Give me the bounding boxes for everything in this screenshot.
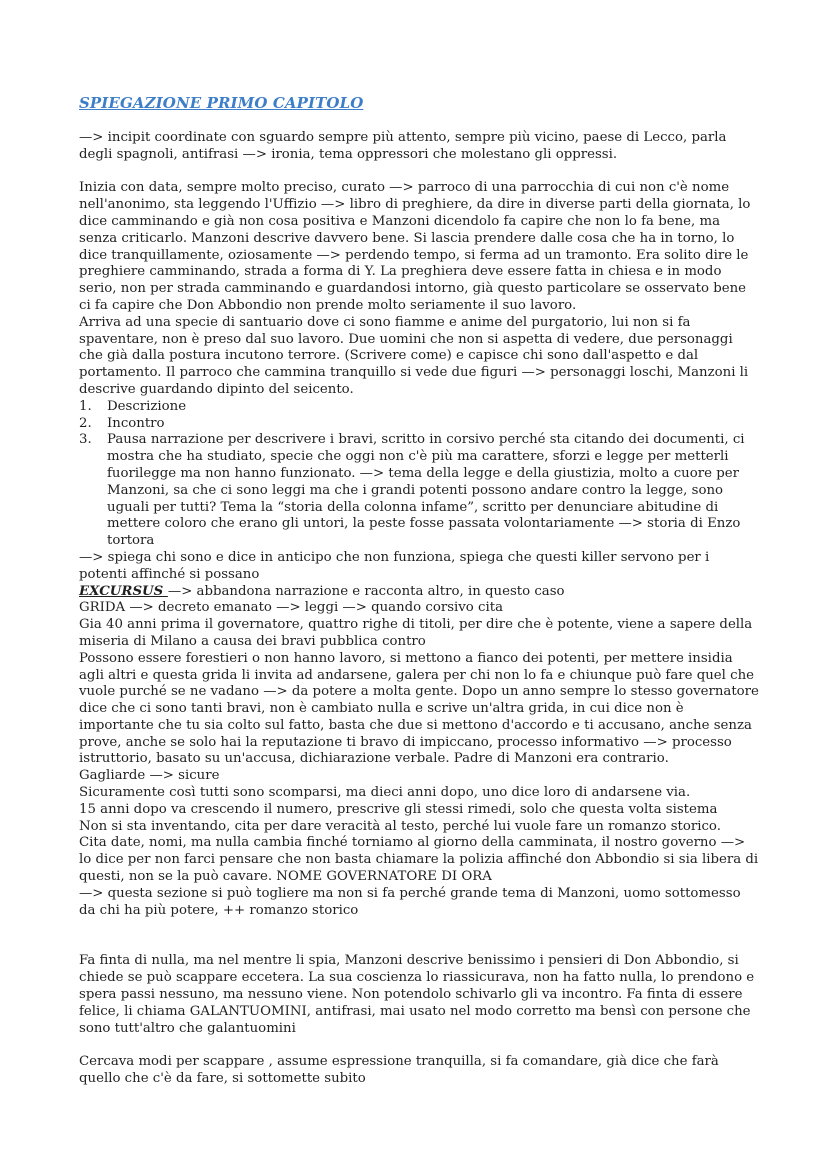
numbered-list — [79, 399, 759, 550]
paragraph-curato: Inizia con data, sempre molto preciso, curato —> parroco di una parrocchia di cui non c'è nome nell'anonimo, sta leggendo l'Uffizio —> libro di preghiere, da dire in diverse parti della giornata, lo dice camminando e già non cosa positiva e Manzoni dicendolo fa capire che non lo fa bene, ma senza criticarlo. Manzoni descrive davvero bene. Si lascia prendere dalle cosa che ha in torno, lo dice tranquillamente, oziosamente —> perdendo tempo, si ferma ad un tramonto. Era solito dire le preghiere camminando, strada a forma di Y. La preghiera deve essere fatta in chiesa e in modo serio, non per strada camminando e guardandosi intorno, già questo particolare se osservato bene ci fa capire che Don Abbondio non prende molto seriamente il suo lavoro. — [79, 180, 751, 313]
line-scomparsi: Sicuramente così tutti sono scomparsi, ma dieci anni dopo, uno dice loro di andarsene via. — [79, 785, 691, 801]
list-item — [79, 432, 759, 550]
list-item-text: Descrizione — [107, 398, 187, 414]
paragraph-cita-date: Cita date, nomi, ma nulla cambia finché torniamo al giorno della camminata, il nostro governo —> lo dice per non farci pensare che non basta chiamare la polizia affinché don Abbondio si sia libera di questi, non se la può cavare. NOME GOVERNATORE DI ORA — [79, 835, 759, 885]
line-grida: GRIDA —> decreto emanato —> leggi —> quando corsivo cita — [79, 600, 504, 616]
document-page — [79, 95, 759, 1088]
list-item — [79, 399, 759, 416]
list-item-text: Incontro — [107, 415, 165, 431]
line-sezione: —> questa sezione si può togliere ma non si fa perché grande tema di Manzoni, uomo sottomesso da chi ha più potere, ++ romanzo storico — [79, 885, 741, 918]
paragraph-incipit: —> incipit coordinate con sguardo sempre più attento, sempre più vicino, paese di Lecco, parla degli spagnoli, antifrasi —> ironia, tema oppressori che molestano gli oppressi. — [79, 129, 727, 162]
line-15-anni: 15 anni dopo va crescendo il numero, prescrive gli stessi rimedi, solo che questa volta sistema — [79, 801, 718, 817]
spacer — [79, 919, 759, 953]
line-gagliarde: Gagliarde —> sicure — [79, 768, 220, 784]
paragraph-santuario: Arriva ad una specie di santuario dove ci sono fiamme e anime del purgatorio, lui non si fa spaventare, non è preso dal suo lavoro. Due uomini che non si aspetta di vedere, due personaggi che già dalla postura incutono terrore. (Scrivere come) e capisce chi sono dall'aspetto e dal portamento. Il parroco che cammina tranquillo si vede due figuri —> personaggi loschi, Manzoni li descrive guardando dipinto del seicento. — [79, 314, 749, 397]
excursus-label: EXCURSUS — [79, 583, 168, 599]
list-number: 3. — [79, 432, 92, 448]
excursus-text: —> abbandona narrazione e racconta altro, in questo caso — [167, 583, 565, 599]
paragraph-forestieri: Possono essere forestieri o non hanno lavoro, si mettono a fianco dei potenti, per mettere insidia agli altri e questa grida li invita ad andarsene, galera per chi non lo fa e chiunque può fare quel che vuole purché se ne vadano —> da potere a molta gente. Dopo un anno sempre lo stesso governatore dice che ci sono tanti bravi, non è cambiato nulla e scrive un'altra grida, in cui dice non è importante che tu sia colto sul fatto, basta che due si mettono d'accordo e ti accusano, anche senza prove, anche se solo hai la reputazione ti bravo di impiccano, processo informativo —> processo istruttorio, basato su un'accusa, dichiarazione verbale. Padre di Manzoni era contrario. — [79, 650, 759, 767]
line-non-inventando: Non si sta inventando, cita per dare veracità al testo, perché lui vuole fare un romanzo storico. — [79, 818, 721, 834]
spacer — [79, 163, 759, 180]
line-governatore: Gia 40 anni prima il governatore, quattro righe di titoli, per dire che è potente, viene a sapere della miseria di Milano a causa dei bravi pubblica contro — [79, 617, 753, 649]
excursus-line — [79, 584, 759, 601]
list-number: 1. — [79, 398, 92, 414]
spacer — [79, 1037, 759, 1054]
list-number: 2. — [79, 415, 92, 431]
paragraph-fa-finta: Fa finta di nulla, ma nel mentre li spia, Manzoni descrive benissimo i pensieri di Don Abbondio, si chiede se può scappare eccetera. La sua coscienza lo riassicurava, non ha fatto nulla, lo prendono e spera passi nessuno, ma nessuno viene. Non potendolo schivarlo gli va incontro. Fa finta di essere felice, li chiama GALANTUOMINI, antifrasi, mai usato nel modo corretto ma bensì con persone che sono tutt'altro che galantuomini — [79, 953, 755, 1036]
list-item-text: Pausa narrazione per descrivere i bravi, scritto in corsivo perché sta citando dei documenti, ci mostra che ha studiato, specie che oggi non c'è più ma carattere, sforzi e legge per metterli fuorilegge ma non hanno funzionato. —> tema della legge e della giustizia, molto a cuore per Manzoni, sa che ci sono leggi ma che i grandi potenti possono andare contro la legge, sono uguali per tutti? Tema la “storia della colonna infame”, scritto per denunciare abitudine di mettere coloro che erano gli untori, la peste fosse passata volontariamente —> storia di Enzo tortora — [107, 432, 745, 549]
list-item — [79, 416, 759, 433]
document-title: SPIEGAZIONE PRIMO CAPITOLO — [79, 94, 364, 112]
paragraph-cercava: Cercava modi per scappare , assume espressione tranquilla, si fa comandare, già dice che farà quello che c'è da fare, si sottomette subito — [79, 1054, 719, 1087]
paragraph-after-list: —> spiega chi sono e dice in anticipo che non funziona, spiega che questi killer servono per i potenti affinché si possano — [79, 549, 710, 582]
